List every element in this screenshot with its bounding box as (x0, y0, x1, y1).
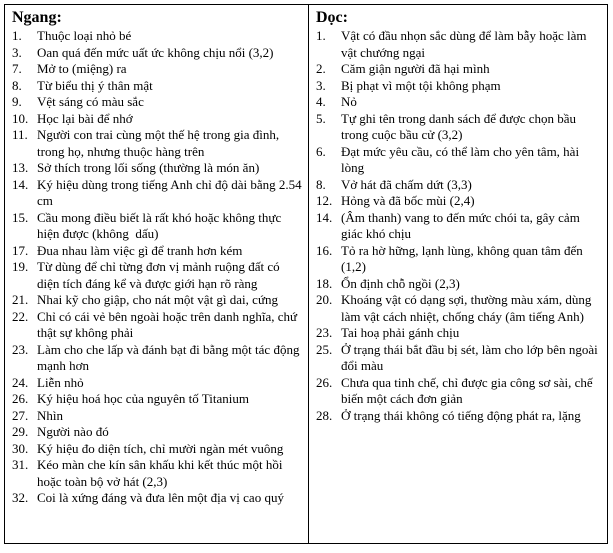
clue-text: Vật có đầu nhọn sắc dùng để làm bẫy hoặc làm vật chướng ngại (341, 28, 590, 60)
clue-text: Nhìn (37, 407, 63, 423)
clue-number: 20. (316, 292, 333, 307)
down-clue-item (316, 144, 603, 177)
clue-text: Từ biểu thị ý thân mật (37, 77, 153, 93)
clue-text: Làm cho che lấp và đánh bạt đi bằng một tác động mạnh hơn (37, 341, 303, 373)
across-column (5, 5, 308, 543)
across-clue-item (12, 243, 304, 260)
clue-number: 30. (12, 440, 29, 456)
clue-number: 31. (12, 457, 29, 472)
across-clue-item (12, 391, 304, 408)
clue-number: 12. (316, 193, 333, 208)
clue-number: 8. (12, 77, 22, 93)
clue-text: Người nào đó (37, 424, 109, 439)
clue-number: 14. (316, 209, 333, 225)
across-clue-item (12, 160, 304, 177)
across-clue-item (12, 28, 304, 45)
across-clue-item (12, 210, 304, 243)
down-clue-list (316, 28, 603, 424)
clue-text: Thuộc loại nhỏ bé (37, 28, 132, 43)
clue-text: Oan quá đến mức uất ức không chịu nổi (3,2) (37, 44, 274, 60)
down-clue-item (316, 375, 603, 408)
clue-text: Chưa qua tinh chế, chỉ được gia công sơ sài, chế biến một cách đơn giản (341, 374, 596, 406)
clue-number: 16. (316, 242, 333, 258)
clue-number: 19. (12, 259, 29, 274)
down-clue-item (316, 61, 603, 78)
clue-number: 29. (12, 424, 29, 439)
clue-text: Nỏ (341, 94, 357, 109)
clue-text: Vệt sáng có màu sắc (37, 94, 144, 109)
across-title: Ngang: (12, 9, 62, 26)
clue-text: Nhai kỹ cho giập, cho nát một vật gì dai, cứng (37, 292, 278, 307)
clue-text: Kéo màn che kín sân khấu khi kết thúc một hồi hoặc toàn bộ vở hát (2,3) (37, 457, 286, 489)
clue-number: 4. (316, 94, 326, 109)
clue-text: Sở thích trong lối sống (thường là món ăn) (37, 160, 260, 175)
down-clue-item (316, 78, 603, 95)
clue-text: Ký hiệu dùng trong tiếng Anh chỉ độ dài bằng 2.54 cm (37, 176, 305, 208)
clue-number: 8. (316, 176, 326, 192)
across-clue-item (12, 490, 304, 507)
across-clue-item (12, 309, 304, 342)
clue-text: Tai hoạ phải gánh chịu (341, 325, 460, 340)
clue-number: 22. (12, 308, 29, 324)
across-clue-list (12, 28, 304, 507)
clue-text: Cầu mong điều biết là rất khó hoặc không thực hiện được (không dấu) (37, 209, 285, 241)
clue-number: 27. (12, 407, 29, 423)
clue-number: 2. (316, 61, 326, 76)
clue-number: 23. (316, 325, 333, 340)
down-column (308, 5, 607, 543)
across-clue-item (12, 441, 304, 458)
across-clue-item (12, 259, 304, 292)
clue-text: Tự ghi tên trong danh sách để được chọn bầu trong cuộc bầu cử (3,2) (341, 110, 580, 142)
clue-text: Người con trai cùng một thế hệ trong gia đình, trong họ, nhưng thuộc hàng trên (37, 127, 283, 159)
clue-number: 1. (316, 28, 326, 43)
clue-text: Ở trạng thái không có tiếng động phát ra, lặng (341, 407, 581, 423)
crossword-clue-sheet (4, 4, 608, 544)
across-clue-item (12, 292, 304, 309)
clue-number: 1. (12, 28, 22, 43)
clue-number: 10. (12, 110, 29, 126)
clue-text: (Âm thanh) vang to đến mức chói ta, gây cảm giác khó chịu (341, 209, 584, 241)
across-clue-item (12, 457, 304, 490)
across-clue-item (12, 127, 304, 160)
across-clue-item (12, 45, 304, 62)
clue-text: Mở to (miệng) ra (37, 61, 127, 76)
down-clue-item (316, 243, 603, 276)
across-clue-item (12, 342, 304, 375)
clue-number: 9. (12, 94, 22, 109)
clue-text: Tỏ ra hờ hững, lạnh lùng, không quan tâm đến (1,2) (341, 242, 586, 274)
clue-number: 17. (12, 242, 29, 258)
clue-number: 6. (316, 143, 326, 159)
clue-text: Chỉ có cái vẻ bên ngoài hoặc trên danh nghĩa, chứ thật sự không phải (37, 308, 301, 340)
clue-text: Học lại bài để nhớ (37, 110, 133, 126)
down-clue-item (316, 177, 603, 194)
clue-number: 11. (12, 127, 28, 142)
clue-number: 23. (12, 341, 29, 357)
down-title: Dọc: (316, 9, 348, 26)
down-clue-item (316, 111, 603, 144)
across-clue-item (12, 61, 304, 78)
clue-number: 18. (316, 275, 333, 291)
clue-number: 26. (316, 374, 333, 390)
across-clue-item (12, 408, 304, 425)
clue-text: Ở trạng thái bắt đầu bị sét, làm cho lớp bên ngoài đổi màu (341, 341, 601, 373)
clue-text: Khoáng vật có dạng sợi, thường màu xám, dùng làm vật cách nhiệt, chống cháy (âm tiếng Anh) (341, 292, 595, 324)
clue-text: Đua nhau làm việc gì để tranh hơn kém (37, 242, 243, 258)
clue-number: 26. (12, 391, 29, 406)
clue-text: Bị phạt vì một tội không phạm (341, 77, 501, 93)
down-clue-item (316, 210, 603, 243)
clue-text: Hỏng và đã bốc mùi (2,4) (341, 193, 475, 208)
across-clue-item (12, 375, 304, 392)
clue-number: 15. (12, 209, 29, 225)
across-clue-item (12, 78, 304, 95)
down-clue-item (316, 325, 603, 342)
down-clue-item (316, 408, 603, 425)
down-clue-item (316, 292, 603, 325)
clue-text: Ký hiệu hoá học của nguyên tố Titanium (37, 391, 249, 406)
across-clue-item (12, 111, 304, 128)
clue-number: 5. (316, 110, 326, 126)
clue-text: Liễn nhỏ (37, 374, 84, 390)
down-clue-item (316, 28, 603, 61)
clue-text: Đạt mức yêu cầu, có thể làm cho yên tâm, hài lòng (341, 143, 583, 175)
clue-number: 13. (12, 160, 29, 175)
clue-text: Ký hiệu đo diện tích, chỉ mười ngàn mét vuông (37, 440, 284, 456)
clue-text: Từ dùng để chỉ từng đơn vị mảnh ruộng đất có diện tích đáng kể và được giới hạn rõ ràng (37, 259, 283, 291)
clue-number: 24. (12, 374, 29, 390)
clue-text: Coi là xứng đáng và đưa lên một địa vị cao quý (37, 490, 284, 505)
clue-number: 32. (12, 490, 29, 505)
clue-number: 21. (12, 292, 29, 307)
clue-text: Vở hát đã chấm dứt (3,3) (341, 176, 472, 192)
across-clue-item (12, 424, 304, 441)
clue-text: Căm giận người đã hại mình (341, 61, 490, 76)
clue-number: 3. (12, 44, 22, 60)
across-clue-item (12, 177, 304, 210)
clue-number: 14. (12, 176, 29, 192)
across-clue-item (12, 94, 304, 111)
down-clue-item (316, 193, 603, 210)
clue-number: 7. (12, 61, 22, 76)
clue-text: Ổn định chỗ ngồi (2,3) (341, 275, 460, 291)
down-clue-item (316, 342, 603, 375)
clue-number: 28. (316, 407, 333, 423)
clue-number: 3. (316, 77, 326, 93)
clue-number: 25. (316, 341, 333, 357)
down-clue-item (316, 94, 603, 111)
down-clue-item (316, 276, 603, 293)
